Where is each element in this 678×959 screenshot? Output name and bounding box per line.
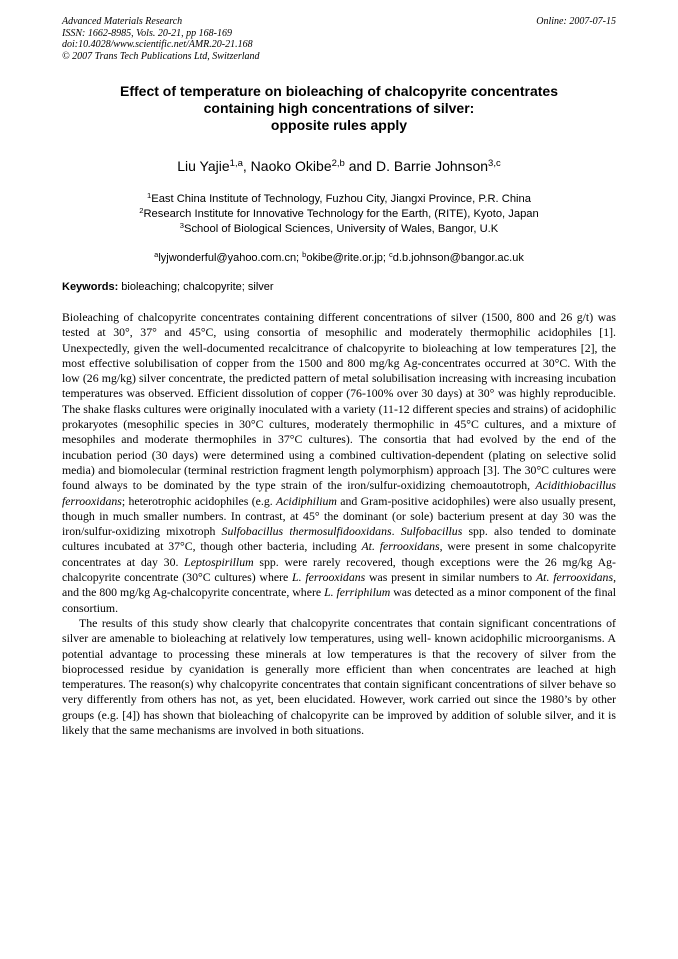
author-3: D. Barrie Johnson: [375, 158, 489, 174]
species-name: At. ferrooxidans: [361, 539, 440, 554]
p1-line: dominant (or sole) bacterium present at day 30 was the iron/sulfur-oxidizing mixotroph: [62, 508, 616, 539]
affiliation-3: [62, 222, 616, 237]
genus-name: Acidiphilium: [275, 493, 337, 508]
species-name: L. ferrooxidans: [292, 570, 366, 585]
email-a-sup: a: [154, 249, 159, 259]
email-c-sup: c: [389, 249, 393, 259]
p1-text: , were present in some chalcopyrite: [439, 539, 616, 554]
author-sep-1: ,: [242, 158, 251, 174]
genus-name: Sulfobacillus: [400, 524, 463, 539]
species-name: Acidithiobacillus ferrooxidans: [62, 478, 616, 508]
species-name: L. ferriphilum: [324, 585, 391, 600]
p1-line: in 37°C cultures). The consortia that had evolved by the end of the incubation period (30 days) were: [62, 432, 616, 462]
author-2: Naoko Okibe: [250, 158, 332, 174]
p1-line: highly reproducible. The shake flasks cultures were originally inoculated with a variety (11-12: [62, 386, 616, 416]
p1-line: determined using a combined cultivation-dependent (plating on selective solid media) and: [62, 447, 616, 477]
p1-line: chalcopyrite to bioleaching at low temperatures [2], the most effective solubilisation of copper from: [62, 340, 616, 370]
p1-text: spp. also tended to dominate cultures incubated: [62, 524, 616, 554]
p1-line: was detected as a minor component of the final consortium.: [62, 585, 616, 615]
issn-line: ISSN: 1662-8985, Vols. 20-21, pp 168-169: [62, 27, 232, 39]
p1-line: acidophiles) were also usually present, though in much smaller numbers. In contrast, at 45° the: [62, 493, 617, 523]
author-2-sup: 2,b: [331, 157, 345, 169]
copyright-line: © 2007 Trans Tech Publications Ltd, Switzerland: [62, 50, 260, 62]
email-line: [62, 251, 616, 265]
species-name: Sulfobacillus thermosulfidooxidans: [221, 524, 392, 539]
title-line-2: containing high concentrations of silver:: [203, 100, 475, 116]
p1-text: concentrates at day 30.: [62, 554, 185, 569]
affiliation-3-num: 3: [179, 220, 184, 230]
online-date: Online: 2007-07-15: [536, 16, 616, 27]
p1-line: moderately thermophilic in 45°C cultures, and a mixture of mesophiles and moderate thermophiles: [62, 417, 616, 447]
p1-line: concentrate, the predicted pattern of metal solubilisation increasing with increasing incubation: [168, 371, 616, 386]
title-line-1: Effect of temperature on bioleaching of chalcopyrite concentrates: [120, 83, 558, 99]
p1-line: thermophilic acidophiles [1]. Unexpectedly, given the well-documented recalcitrance of: [62, 325, 617, 355]
affiliation-2-num: 2: [139, 205, 144, 215]
p2-line: concentrations of silver are amenable to bioleaching at relatively low temperatures, using well-: [62, 615, 616, 646]
journal-header: [62, 16, 616, 62]
author-sep-2: and: [344, 158, 376, 174]
p1-line: the 1500 and 800 mg/kg Ag-concentrates occurred at 30°C. With the low (26 mg/kg) silver: [62, 355, 616, 386]
p1-text: .: [391, 524, 401, 539]
doi-line: doi:10.4028/www.scientific.net/AMR.20-21.168: [62, 39, 253, 50]
p2-line: known acidophilic microorganisms. A potential advantage to processing these minerals at low: [62, 631, 616, 661]
p1-text: , and the 800 mg/kg Ag-chalcopyrite concentrate, where: [62, 570, 617, 600]
affiliation-1-num: 1: [147, 190, 152, 200]
email-b-sup: b: [302, 249, 307, 259]
p1-text: ; heterotrophic acidophiles (e.g.: [121, 493, 276, 508]
p2-line: The results of this study show clearly that chalcopyrite concentrates that contain significant: [79, 615, 529, 630]
paper-title: [62, 83, 616, 134]
body-text: [62, 310, 616, 738]
p2-line: silver, and it is likely that the same mechanisms are involved in both situations.: [62, 707, 616, 738]
p2-line: groups (e.g. [4]) has shown that bioleaching of chalcopyrite can be improved by addition of soluble: [62, 707, 542, 722]
affiliation-2: [62, 207, 616, 222]
email-b[interactable]: okibe@rite.or.jp;: [306, 252, 390, 264]
p1-text: numbers to: [478, 570, 536, 585]
affiliation-1: [62, 192, 616, 207]
p1-line: were found always to be dominated by the type strain of the iron/sulfur-oxidizing chemoautotroph,: [62, 462, 616, 493]
p2-line: chalcopyrite concentrates that contain significant concentrations of silver behave so very differently: [62, 677, 617, 707]
p2-line: from others has not, as yet, been elucidated. However, work carried out since the 1980’s by other: [140, 692, 617, 707]
p1-text: was present in similar: [365, 570, 475, 585]
email-a[interactable]: lyjwonderful@yahoo.com.cn;: [158, 252, 303, 264]
keywords-label: Keywords:: [62, 281, 119, 293]
paragraph-1: [62, 310, 616, 616]
p1-text: and Gram-positive: [336, 493, 429, 508]
keywords-text: bioleaching; chalcopyrite; silver: [118, 281, 274, 293]
species-name: At. ferrooxidans: [535, 570, 614, 585]
title-line-3: opposite rules apply: [270, 117, 408, 133]
p1-text: spp. were rarely recovered, though exceptions were the 26: [253, 554, 557, 569]
journal-name: Advanced Materials Research: [62, 16, 183, 27]
p1-text: mg/kg Ag-chalcopyrite concentrate (30°C cultures) where: [62, 554, 616, 585]
keywords: [62, 280, 616, 294]
genus-name: Leptospirillum: [184, 554, 254, 569]
p1-line: temperatures was observed. Efficient dissolution of copper (76-100% over 30 days) at 30° was: [62, 386, 517, 401]
affiliations: [62, 192, 616, 237]
p1-line: different species and strains) of acidophilic prokaryotes (mesophilic species in 30°C cultures,: [62, 401, 616, 432]
p1-line: and 26 g/t) was tested at 30°, 37° and 45°C, using consortia of mesophilic and moderately: [62, 310, 616, 340]
p1-text: at 37°C, though other bacteria, including: [154, 539, 362, 554]
p2-line: temperatures is that the recovery of silver from the bioprocessed residue by cyanidation is generally: [62, 646, 617, 676]
p1-line: Bioleaching of chalcopyrite concentrates containing different concentrations of silver (1500, 800: [62, 310, 535, 324]
author-1-sup: 1,a: [229, 157, 243, 169]
author-3-sup: 3,c: [488, 157, 501, 169]
paragraph-2: [62, 616, 616, 738]
email-c[interactable]: d.b.johnson@bangor.ac.uk: [392, 252, 524, 264]
p2-line: more efficient than when concentrates are leached at high temperatures. The reason(s) why: [62, 661, 616, 692]
affiliation-3-text: School of Biological Sciences, University of Wales, Bangor, U.K: [184, 223, 499, 235]
author-1: Liu Yajie: [177, 158, 230, 174]
affiliation-2-text: Research Institute for Innovative Technology for the Earth, (RITE), Kyoto, Japan: [143, 208, 539, 220]
author-list: [62, 157, 616, 175]
affiliation-1-text: East China Institute of Technology, Fuzhou City, Jiangxi Province, P.R. China: [151, 193, 531, 205]
p1-line: biomolecular (terminal restriction fragment length polymorphism) approach [3]. The 30°C cultures: [118, 462, 590, 477]
